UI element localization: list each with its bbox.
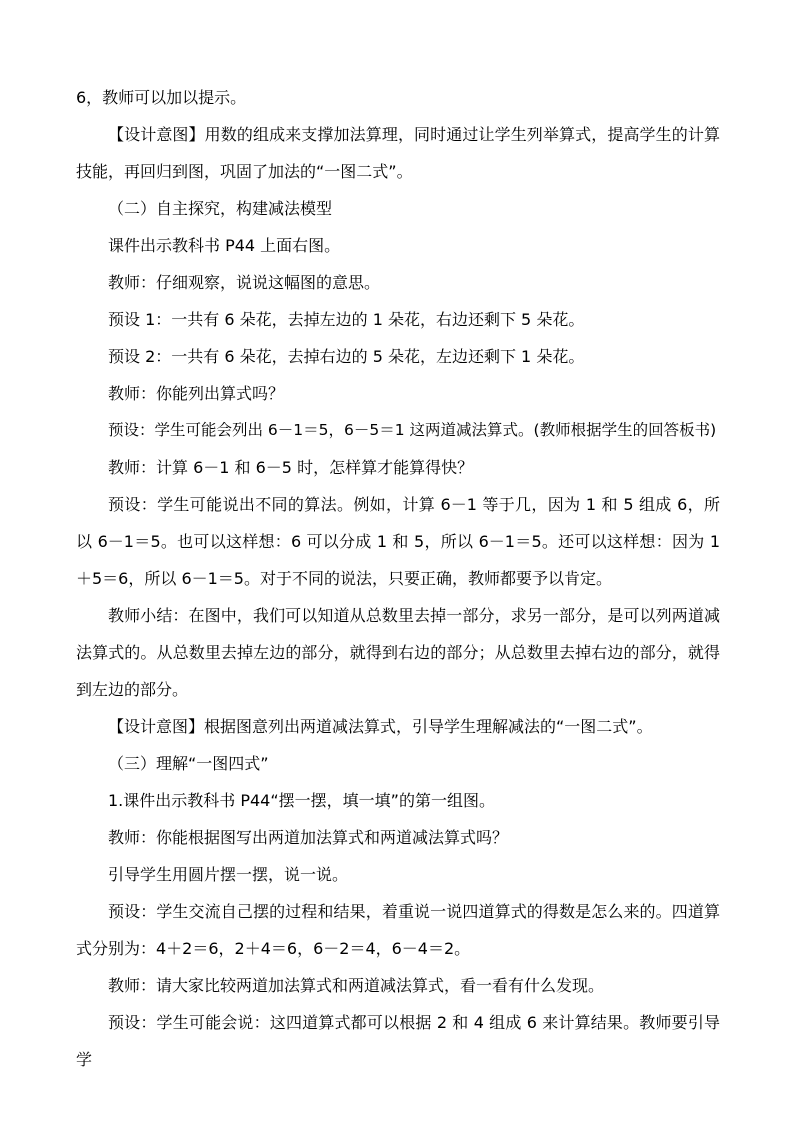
paragraph-guide-counters: 引导学生用圆片摆一摆，说一说。 (108, 865, 349, 884)
section-heading-four-formulas: （三）理解“一图四式” (108, 754, 269, 773)
paragraph-preset-2: 预设 2：一共有 6 朵花，去掉右边的 5 朵花，左边还剩下 1 朵花。 (108, 347, 585, 366)
paragraph-courseware-p44: 课件出示教科书 P44 上面右图。 (108, 236, 341, 255)
paragraph-courseware-first-group: 1.课件出示教科书 P44“摆一摆，填一填”的第一组图。 (108, 791, 495, 810)
paragraph-preset-compose: 预设：学生可能会说：这四道算式都可以根据 2 和 4 组成 6 来计算结果。教师要引导学 (76, 1013, 720, 1069)
paragraph-preset-methods: 预设：学生可能说出不同的算法。例如，计算 6－1 等于几，因为 1 和 5 组成 6，所以 6－1＝5。也可以这样想：6 可以分成 1 和 5，所以 6－1＝5。还可以这样想：因为 1＋5＝6，所以 6－1＝5。对于不同的说法，只要正确，教师都要予以肯定。 (76, 495, 720, 588)
paragraph-teacher-compare: 教师：请大家比较两道加法算式和两道减法算式，看一看有什么发现。 (108, 976, 605, 995)
section-heading-subtraction-model: （二）自主探究，构建减法模型 (108, 199, 333, 218)
paragraph-teacher-summary: 教师小结：在图中，我们可以知道从总数里去掉一部分，求另一部分，是可以列两道减法算式的。从总数里去掉左边的部分，就得到右边的部分；从总数里去掉右边的部分，就得到左边的部分。 (76, 606, 720, 699)
paragraph-continuation: 6，教师可以加以提示。 (76, 88, 247, 107)
paragraph-teacher-calculate-fast: 教师：计算 6－1 和 6－5 时，怎样算才能算得快？ (108, 458, 474, 477)
paragraph-preset-four-formulas: 预设：学生交流自己摆的过程和结果，着重说一说四道算式的得数是怎么来的。四道算式分别为：4＋2＝6，2＋4＝6，6－2＝4，6－4＝2。 (76, 902, 720, 958)
paragraph-teacher-observe: 教师：仔细观察，说说这幅图的意思。 (108, 273, 381, 292)
paragraph-design-intent-subtraction: 【设计意图】根据图意列出两道减法算式，引导学生理解减法的“一图二式”。 (108, 717, 653, 736)
paragraph-preset-1: 预设 1：一共有 6 朵花，去掉左边的 1 朵花，右边还剩下 5 朵花。 (108, 310, 585, 329)
paragraph-design-intent-addition: 【设计意图】用数的组成来支撑加法算理，同时通过让学生列举算式，提高学生的计算技能，再回归到图，巩固了加法的“一图二式”。 (76, 125, 720, 181)
paragraph-teacher-four-formulas: 教师：你能根据图写出两道加法算式和两道减法算式吗？ (108, 828, 509, 847)
paragraph-preset-subtraction: 预设：学生可能会列出 6－1＝5，6－5＝1 这两道减法算式。(教师根据学生的回答板书) (108, 421, 717, 439)
paragraph-teacher-list-formula: 教师：你能列出算式吗？ (108, 384, 285, 403)
